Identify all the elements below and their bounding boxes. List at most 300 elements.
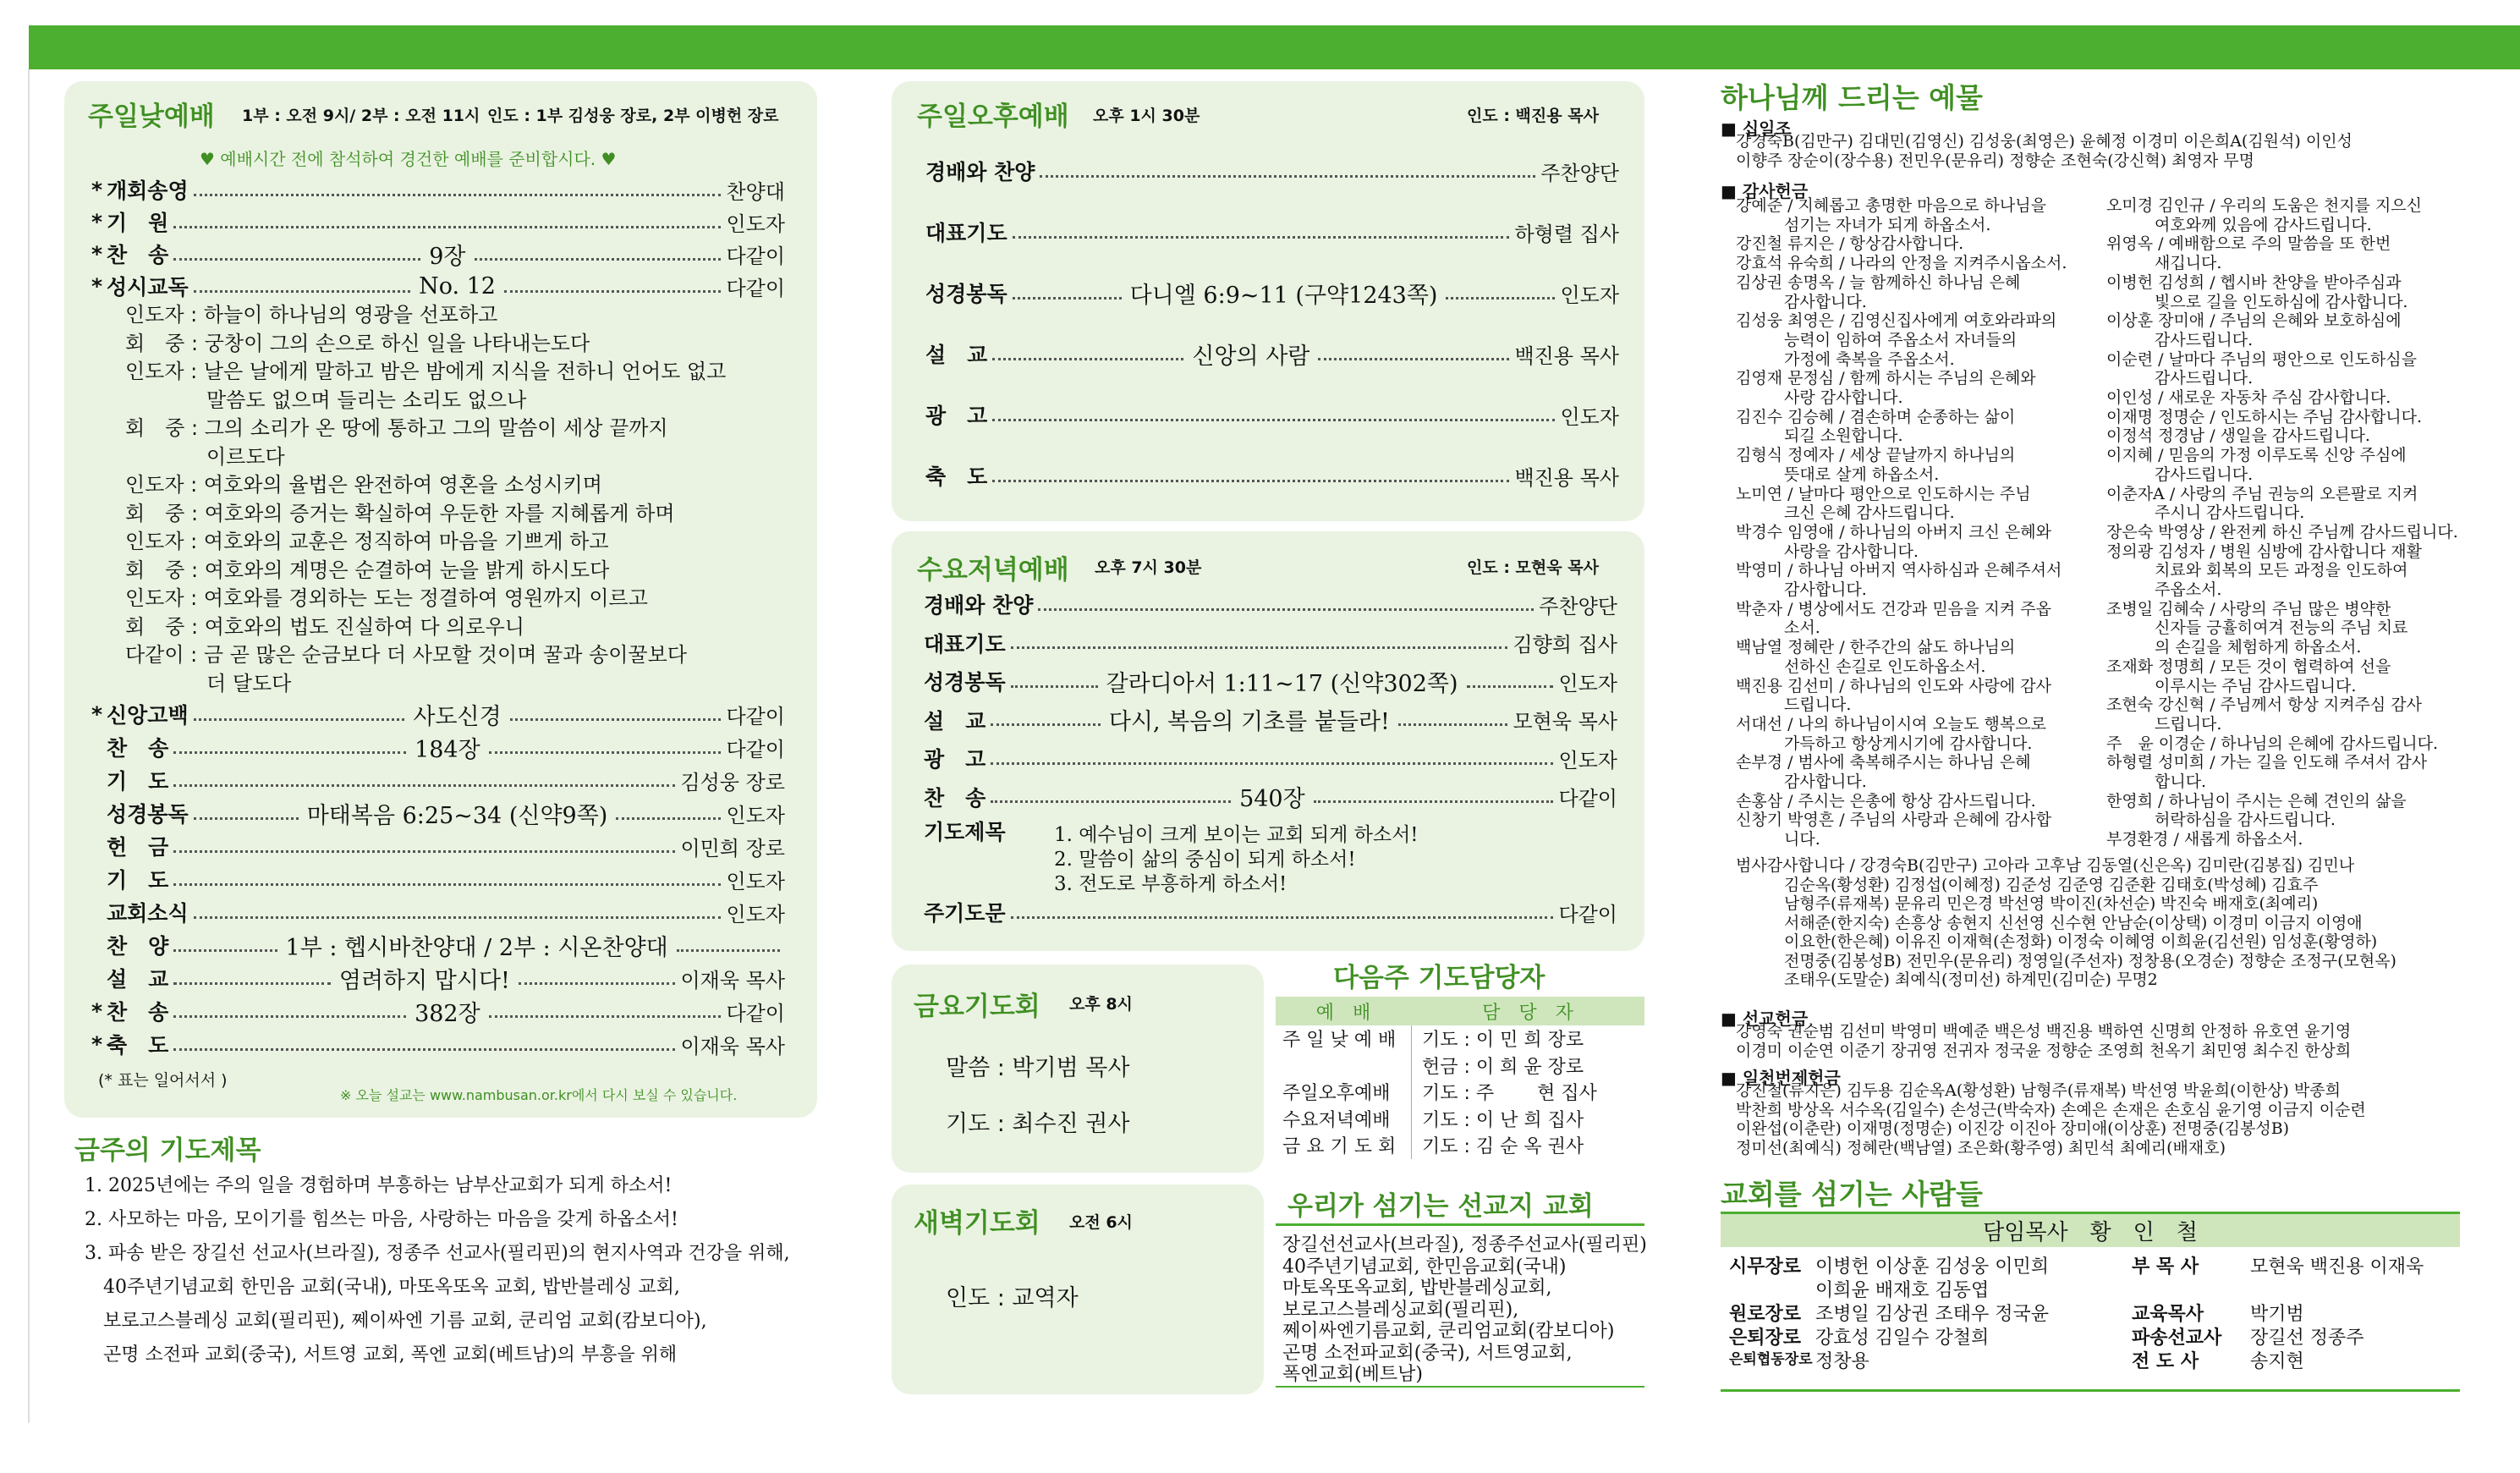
dot-leader [173, 784, 675, 787]
offering-line: 조병일 김혜숙 / 사랑의 주님 많은 병약한 [2106, 599, 2391, 618]
dot-leader [173, 850, 675, 853]
staff-names: 모현욱 백진용 이재욱 [2250, 1256, 2424, 1278]
dot-leader [194, 916, 722, 919]
responsive-reading-line: 회 중 : 여호와의 법도 진실하여 다 의로우니 [125, 614, 524, 639]
sunday-service-time: 1부 : 오전 9시/ 2부 : 오전 11시 [242, 107, 480, 125]
order-label: 기 도 [107, 769, 169, 794]
offering-line: 능력이 임하여 주옵소서 자녀들의 [1736, 330, 2018, 349]
order-label: 찬 송 [924, 785, 986, 811]
offering-line: 합니다. [2106, 772, 2207, 791]
order-row [91, 174, 785, 205]
order-label: 신앙고백 [107, 703, 189, 728]
next-week-person: 기도 : 김 순 옥 권사 [1411, 1132, 1644, 1159]
offering-line: 감사드립니다. [2106, 330, 2254, 349]
offering-line: 감사합니다. [1736, 292, 1867, 311]
offering-line: 박경수 임영애 / 하나님의 아버지 크신 은혜와 [1736, 522, 2052, 541]
offering-line: 김상권 송명옥 / 늘 함께하신 하나님 은혜 [1736, 272, 2021, 292]
order-person: 인도자 [726, 902, 785, 926]
responsive-reading-line: 인도자 : 여호와의 교훈은 정직하여 마음을 기쁘게 하고 [125, 530, 609, 553]
dot-leader [173, 1015, 406, 1018]
offering-category: ■ 감사헌금 [1721, 181, 1809, 201]
next-week-row [1276, 1132, 1644, 1159]
mission-church-line: 보로고스블레싱교회(필리핀), [1282, 1299, 1519, 1321]
offering-category: ■ 십일조 [1721, 118, 1792, 139]
staff-names: 이희윤 배재호 김동엽 [1815, 1280, 1990, 1301]
order-person: 이재욱 목사 [680, 968, 786, 992]
wednesday-service-leader: 인도 : 모현욱 목사 [1467, 558, 1599, 577]
offering-line: 치료와 회복의 모든 과정을 인도하여 [2106, 561, 2408, 580]
offering-line: 이병헌 김성희 / 헵시바 찬양을 받아주심과 [2106, 272, 2402, 292]
offering-category: ■ 일천번제헌금 [1721, 1068, 1841, 1088]
staff-header [1721, 1212, 2460, 1247]
offering-line: 의 손길을 체험하게 하옵소서. [2106, 638, 2362, 657]
order-label: 설 교 [925, 343, 988, 367]
order-label: 성시교독 [107, 275, 189, 300]
offering-line: 조태우(도말순) 최예식(정미선) 하계민(김미순) 무명2 [1736, 970, 2158, 989]
friday-sermon: 말씀 : 박기범 목사 [946, 1055, 1130, 1081]
offering-line: 전명중(김봉성B) 전민우(문유리) 정영일(주선자) 정창용(오경순) 정향순 조정구(모현옥) [1736, 951, 2396, 970]
order-row [91, 1029, 785, 1059]
order-person: 인도자 [726, 869, 785, 893]
offering-line: 크신 은혜 감사드립니다. [1736, 503, 1955, 523]
offering-line: 김성웅 최영은 / 김영신집사에게 여호와라파의 [1736, 311, 2057, 331]
next-week-service: 주 일 낮 예 배 [1282, 1030, 1397, 1052]
mission-church-line: 곤명 소전파교회(중국), 서트영교회, [1282, 1342, 1573, 1364]
staff-role: 파송선교사 [2132, 1327, 2222, 1349]
order-label: 성경봉독 [924, 670, 1006, 695]
order-row [91, 239, 785, 269]
order-row [91, 271, 785, 301]
offering-line: 조현숙 강신혁 / 주님께서 항상 지켜주심 감사 [2106, 695, 2423, 715]
offering-line: 주시니 감사드립니다. [2106, 503, 2305, 523]
responsive-reading-line: 말씀도 없으며 들리는 소리도 없으나 [125, 387, 527, 412]
order-label: 설 교 [107, 967, 169, 992]
dot-leader [1398, 723, 1508, 726]
staff-role: 은퇴협동장로 [1729, 1351, 1813, 1368]
offering-line: 섬기는 자녀가 되게 하옵소서. [1736, 215, 1991, 234]
responsive-reading-line: 인도자 : 날은 날에게 말하고 밤은 밤에게 지식을 전하니 언어도 없고 [125, 360, 727, 383]
order-label: 대표기도 [925, 221, 1007, 245]
wednesday-prayer-item: 3. 전도로 부흥하게 하소서! [1054, 873, 1287, 895]
order-row [91, 963, 785, 993]
staff-names: 이병헌 이상훈 김성웅 이민희 [1815, 1256, 2050, 1278]
standing-mark: * [91, 241, 103, 267]
offering-line: 소서. [1736, 618, 1820, 638]
mission-churches-title: 우리가 섬기는 선교지 교회 [1287, 1191, 1594, 1222]
offering-line: 여호와께 있음에 감사드립니다. [2106, 215, 2372, 234]
order-row [924, 589, 1617, 619]
staff-names: 장길선 정종주 [2250, 1327, 2364, 1349]
sunday-service-panel [64, 81, 817, 1118]
next-week-service: 금 요 기 도 회 [1282, 1136, 1397, 1158]
offering-line: 서해준(한지숙) 손흥상 송현지 신선영 신수현 안남순(이상택) 이경미 이금지 이영애 [1736, 913, 2363, 932]
offering-line: 강진철(류지은) 김두용 김순옥A(황성환) 남형주(류재복) 박선영 박윤희(이한상) 박종희 [1736, 1081, 2341, 1100]
order-person: 인도자 [726, 803, 785, 827]
prayer-topic-line: 40주년기념교회 한민음 교회(국내), 마또옥또옥 교회, 밥반블레싱 교회, [85, 1277, 680, 1298]
offering-line: 이완섭(이춘란) 이재명(정명순) 이진강 이진아 장미애(이상훈) 전명중(김봉성B) [1736, 1119, 2290, 1138]
next-week-person: 기도 : 이 민 희 장로 [1411, 1025, 1644, 1053]
offering-line: 사랑을 감사합니다. [1736, 541, 1919, 561]
offering-line: 새깁니다. [2106, 254, 2222, 273]
dot-leader [173, 258, 420, 261]
left-margin-line [28, 69, 30, 1423]
staff-role: 시무장로 [1729, 1256, 1802, 1278]
next-week-row [1276, 1053, 1644, 1080]
offering-line: 범사감사합니다 / 강경숙B(김만구) 고아라 고후남 김동열(신은옥) 김미란(김봉집) 김민나 [1736, 856, 2355, 875]
mission-church-line: 40주년기념교회, 한민음교회(국내) [1282, 1256, 1567, 1278]
dot-leader [510, 718, 722, 721]
dot-leader [489, 751, 722, 754]
next-week-row [1276, 1025, 1644, 1053]
order-person: 이민희 장로 [680, 836, 785, 860]
responsive-reading-line: 더 달도다 [125, 671, 292, 695]
mission-church-line: 쩨이싸엔기름교회, 쿤리엄교회(캄보디아) [1282, 1321, 1615, 1342]
order-label: 찬 송 [107, 736, 169, 761]
order-detail: 갈라디아서 1:11~17 (신약302쪽) [1106, 670, 1458, 697]
order-detail: 184장 [415, 736, 480, 763]
top-banner [29, 25, 2520, 69]
order-row [924, 705, 1617, 735]
mission-title-underline [1276, 1223, 1644, 1226]
order-person: 인도자 [1558, 748, 1617, 772]
standing-note: (* 표는 일어서서 ) [98, 1071, 228, 1090]
order-person: 다같이 [726, 276, 786, 300]
friday-prayer-leader: 기도 : 최수진 권사 [946, 1111, 1130, 1137]
dot-leader [992, 358, 1183, 360]
responsive-reading-line: 이르도다 [125, 444, 285, 469]
order-label: 축 도 [107, 1033, 169, 1058]
dot-leader [677, 949, 780, 952]
dot-leader [194, 194, 722, 196]
responsive-reading-line: 회 중 : 여호와의 계명은 순결하여 눈을 밝게 하시도다 [125, 558, 610, 582]
standing-mark: * [91, 1031, 103, 1057]
afternoon-service-panel [892, 81, 1644, 521]
mission-church-line: 장길선선교사(브라질), 정종주선교사(필리핀) [1282, 1234, 1647, 1256]
order-person: 김향희 집사 [1513, 633, 1617, 657]
order-row [925, 217, 1619, 247]
next-week-table [1276, 997, 1644, 1159]
staff-names: 정창용 [1815, 1351, 1869, 1372]
order-row [925, 278, 1619, 308]
offering-line: 이향주 장순이(장수용) 전민우(문유리) 정향순 조현숙(강신혁) 최영자 무명 [1736, 151, 2254, 170]
order-row [925, 156, 1619, 186]
offering-line: 신창기 박영흔 / 주님의 사랑과 은혜에 감사합 [1736, 811, 2052, 830]
order-row [91, 798, 785, 828]
offering-line: 되길 소원합니다. [1736, 426, 1903, 446]
offering-line: 오미경 김인규 / 우리의 도움은 천지를 지으신 [2106, 196, 2423, 215]
sunday-notice: ♥ 예배시간 전에 참석하여 경건한 예배를 준비합시다. ♥ [200, 149, 617, 169]
lords-prayer-row [924, 897, 1617, 927]
order-row [925, 338, 1619, 369]
offering-line: 박춘자 / 병상에서도 건강과 믿음을 지켜 주옵 [1736, 599, 2052, 618]
mission-church-line: 폭엔교회(베트남) [1282, 1364, 1423, 1385]
order-label: 축 도 [925, 464, 988, 489]
offering-line: 한영희 / 하나님이 주시는 은혜 견인의 삶을 [2106, 791, 2407, 811]
order-person: 찬양대 [726, 179, 785, 204]
offering-line: 가득하고 항상게시기에 감사합니다. [1736, 734, 2033, 753]
order-detail: 다니엘 6:9~11 (구약1243쪽) [1129, 282, 1438, 309]
order-label: 경배와 찬양 [925, 160, 1035, 184]
wednesday-service-title: 수요저녁예배 [917, 555, 1069, 585]
staff-title: 교회를 섬기는 사람들 [1721, 1178, 1983, 1211]
next-week-person: 기도 : 주 현 집사 [1411, 1079, 1644, 1106]
next-week-row [1276, 1106, 1644, 1133]
order-person: 인도자 [1560, 404, 1619, 429]
order-detail: 다시, 복음의 기초를 붙들라! [1108, 709, 1390, 735]
next-week-person: 기도 : 이 난 희 집사 [1411, 1106, 1644, 1133]
dot-leader [1040, 175, 1535, 178]
dot-leader [173, 226, 721, 228]
responsive-reading-line: 인도자 : 여호와를 경외하는 도는 정결하여 영원까지 이르고 [125, 586, 648, 610]
mission-bottom-line [1276, 1386, 1644, 1388]
dot-leader [173, 949, 277, 952]
afternoon-service-time: 오후 1시 30분 [1093, 107, 1200, 125]
offering-line: 선하신 손길로 인도하옵소서. [1736, 657, 1986, 676]
order-label: 광 고 [924, 747, 986, 772]
offering-line: 뜻대로 살게 하옵소서. [1736, 464, 1940, 484]
friday-prayer-title: 금요기도회 [914, 992, 1040, 1022]
dot-leader [992, 419, 1555, 421]
staff-bottom-line [1721, 1389, 2460, 1392]
offering-line: 강영숙 권순범 김선미 박영미 백예준 백은성 백진용 백하연 신명희 안정하 유호연 윤기영 [1736, 1022, 2352, 1041]
order-detail: 382장 [415, 1000, 480, 1027]
dawn-prayer-time: 오전 6시 [1069, 1213, 1133, 1232]
staff-role: 교육목사 [2132, 1304, 2204, 1325]
offering-line: 부경환경 / 새롭게 하옵소서. [2106, 830, 2303, 849]
order-detail: 염려하지 맙시다! [338, 967, 510, 994]
order-label: 찬 송 [107, 243, 169, 267]
order-person: 김성웅 장로 [680, 770, 785, 794]
responsive-reading-line: 인도자 : 하늘이 하나님의 영광을 선포하고 [125, 303, 498, 327]
dot-leader [1013, 297, 1122, 300]
order-row [91, 831, 785, 861]
offering-line: 허락하심을 감사드립니다. [2106, 811, 2336, 830]
offering-line: 백진용 김선미 / 하나님의 인도와 사랑에 감사 [1736, 676, 2052, 695]
dot-leader [1446, 297, 1555, 300]
order-person: 다같이 [726, 1001, 785, 1025]
order-person: 인도자 [1560, 283, 1620, 307]
prayer-topic-line: 곤명 소전파 교회(중국), 서트영 교회, 폭엔 교회(베트남)의 부흥을 위해 [85, 1344, 678, 1366]
order-label: 교회소식 [107, 901, 189, 926]
offering-line: 감사드립니다. [2106, 464, 2254, 484]
order-label: 설 교 [924, 708, 986, 734]
offering-line: 이경미 이순연 이준기 장귀영 전귀자 정국윤 정향순 조영희 천옥기 최민영 최수진 한상희 [1736, 1041, 2352, 1060]
offering-line: 백남열 정혜란 / 한주간의 삶도 하나님의 [1736, 638, 2016, 657]
dawn-prayer-title: 새벽기도회 [914, 1208, 1040, 1239]
dot-leader [475, 258, 722, 261]
order-row [925, 460, 1619, 491]
order-row [91, 765, 785, 795]
order-label: 기 도 [107, 868, 169, 893]
staff-names: 조병일 김상권 조태우 정국윤 [1815, 1304, 2050, 1325]
offering-line: 김순옥(황성환) 김정섭(이혜정) 김준성 김준영 김준환 김태호(박성혜) 김효주 [1736, 875, 2319, 894]
offering-line: 강경숙B(김만구) 김대민(김영신) 김성웅(최영은) 윤혜정 이경미 이은희A(김원석) 이인성 [1736, 132, 2353, 151]
offering-line: 빛으로 길을 인도하심에 감사합니다. [2106, 292, 2408, 311]
staff-names: 강효성 김일수 강철희 [1815, 1327, 1990, 1349]
offering-line: 손홍삼 / 주시는 은총에 항상 감사드립니다. [1736, 791, 2036, 811]
afternoon-service-leader: 인도 : 백진용 목사 [1467, 107, 1599, 125]
order-label: 헌 금 [107, 835, 169, 860]
staff-role: 은퇴장로 [1729, 1327, 1802, 1349]
dot-leader [1011, 646, 1508, 649]
order-label: 찬 양 [107, 934, 169, 959]
staff-role: 전 도 사 [2132, 1351, 2199, 1372]
senior-pastor: 담임목사 황 인 철 [1983, 1220, 2198, 1245]
offering-line: 박찬희 방상옥 서수옥(김일수) 손성근(박숙자) 손예은 손재은 손호심 윤기영 이금지 이순련 [1736, 1100, 2366, 1119]
prayer-topic-line: 2. 사모하는 마음, 모이기를 힘쓰는 마음, 사랑하는 마음을 갖게 하옵소서! [85, 1209, 678, 1230]
order-row [924, 628, 1617, 658]
wednesday-prayer-item: 1. 예수님이 크게 보이는 교회 되게 하소서! [1054, 824, 1419, 846]
order-row [91, 732, 785, 762]
prayer-topic-line: 보로고스블레싱 교회(필리핀), 쩨이싸엔 기름 교회, 쿤리엄 교회(캄보디아), [85, 1311, 707, 1332]
dot-leader [1011, 916, 1554, 919]
wednesday-prayer-row [924, 816, 1006, 846]
friday-prayer-time: 오후 8시 [1069, 995, 1133, 1014]
dawn-prayer-leader: 인도 : 교역자 [946, 1285, 1079, 1311]
dot-leader [991, 762, 1553, 765]
offering-category: ■ 선교헌금 [1721, 1009, 1809, 1029]
standing-mark: * [91, 701, 103, 727]
next-week-header-person: 담 당 자 [1482, 1002, 1573, 1024]
order-row [91, 930, 785, 960]
staff-role: 원로장로 [1729, 1304, 1802, 1325]
responsive-reading-line: 인도자 : 여호와의 율법은 완전하여 영혼을 소성시키며 [125, 473, 602, 497]
order-person: 백진용 목사 [1514, 465, 1619, 490]
afternoon-service-title: 주일오후예배 [917, 102, 1069, 132]
order-detail: No. 12 [419, 272, 496, 300]
offering-line: 박영미 / 하나님 아버지 역사하심과 은혜주셔서 [1736, 561, 2062, 580]
order-label: 성경봉독 [107, 802, 189, 827]
offering-line: 주 윤 이경순 / 하나님의 은혜에 감사드립니다. [2106, 734, 2439, 753]
offering-line: 손부경 / 범사에 축복해주시는 하나님 은혜 [1736, 753, 2031, 772]
dawn-prayer-panel [892, 1184, 1264, 1394]
offering-line: 장은숙 박영상 / 완전케 하신 주님께 감사드립니다. [2106, 522, 2458, 541]
dot-leader [1011, 685, 1098, 688]
order-person: 다같이 [1558, 787, 1617, 811]
wednesday-prayer-item: 2. 말씀이 삶의 중심이 되게 하소서! [1054, 849, 1356, 871]
dot-leader [519, 982, 676, 985]
staff-names: 박기범 [2250, 1304, 2304, 1325]
order-row [91, 699, 785, 729]
standing-mark: * [91, 273, 103, 299]
next-week-person: 헌금 : 이 희 윤 장로 [1411, 1053, 1644, 1080]
offering-line: 니다. [1736, 830, 1820, 849]
order-detail: 540장 [1239, 786, 1305, 812]
offering-line: 감사드립니다. [2106, 369, 2254, 388]
order-row [91, 897, 785, 927]
dot-leader [489, 1015, 722, 1018]
offering-line: 김진수 김승혜 / 겸손하며 순종하는 삶이 [1736, 407, 2016, 426]
dot-leader [173, 982, 331, 985]
responsive-reading-line: 회 중 : 여호와의 증거는 확실하여 우둔한 자를 지혜롭게 하며 [125, 501, 675, 525]
offering-line: 이순련 / 날마다 주님의 평안으로 인도하심을 [2106, 349, 2417, 369]
order-person: 백진용 목사 [1514, 344, 1619, 368]
offering-line: 노미연 / 날마다 평안으로 인도하시는 주님 [1736, 484, 2031, 503]
order-detail: 1부 : 헵시바찬양대 / 2부 : 시온찬양대 [285, 934, 668, 961]
responsive-reading-line: 다같이 : 금 곧 많은 순금보다 더 사모할 것이며 꿀과 송이꿀보다 [125, 643, 687, 667]
prayer-topics-title: 금주의 기도제목 [74, 1135, 261, 1166]
order-row [91, 864, 785, 894]
sunday-service-leader: 인도 : 1부 김성웅 장로, 2부 이병헌 장로 [487, 107, 779, 125]
order-label: 광 고 [925, 404, 988, 428]
order-row [91, 206, 785, 237]
staff-role: 부 목 사 [2132, 1256, 2199, 1278]
order-row [924, 666, 1617, 696]
order-label: 경배와 찬양 [924, 593, 1034, 618]
offering-line: 신자들 긍휼히여겨 전능의 주님 치료 [2106, 618, 2408, 638]
order-label: 성경봉독 [925, 282, 1007, 306]
order-person: 다같이 [726, 244, 786, 268]
order-label: 개회송영 [107, 179, 189, 203]
order-label: 대표기도 [924, 631, 1006, 657]
next-week-service: 주일오후예배 [1282, 1083, 1391, 1105]
offering-line: 주옵소서. [2106, 580, 2222, 599]
order-label: 기 원 [107, 211, 169, 235]
responsive-reading-line: 회 중 : 궁창이 그의 손으로 하신 일을 나타내는도다 [125, 331, 590, 355]
sunday-service-title: 주일낮예배 [88, 102, 215, 132]
prayer-topic-line: 1. 2025년에는 주의 일을 경험하며 부흥하는 남부산교회가 되게 하소서! [85, 1175, 673, 1196]
lords-prayer-label: 주기도문 [924, 901, 1006, 926]
order-person: 하형렬 집사 [1514, 222, 1619, 246]
dot-leader [992, 480, 1509, 482]
order-row [91, 996, 785, 1026]
order-person: 인도자 [726, 212, 785, 236]
next-week-header-service: 예 배 [1315, 1002, 1371, 1024]
offering-line: 강예준 / 지혜롭고 총명한 마음으로 하나님을 [1736, 196, 2046, 215]
dot-leader [173, 1048, 675, 1051]
next-week-row [1276, 1079, 1644, 1106]
offering-line: 이요한(한은혜) 이유진 이재혁(손정화) 이정숙 이혜영 이희윤(김선원) 임성훈(황영하) [1736, 932, 2378, 951]
offering-line: 하형렬 성미희 / 가는 길을 인도해 주셔서 감사 [2106, 753, 2428, 772]
dot-leader [1467, 685, 1554, 688]
offering-line: 사랑 감사합니다. [1736, 388, 1903, 407]
offering-line: 정의광 김성자 / 병원 심방에 감사합니다 재활 [2106, 541, 2423, 561]
offering-line: 이상훈 장미애 / 주님의 은혜와 보호하심에 [2106, 311, 2402, 331]
order-label: 찬 송 [107, 1000, 169, 1025]
wednesday-prayer-label: 기도제목 [924, 820, 1006, 844]
offering-line: 김형식 정예자 / 세상 끝날까지 하나님의 [1736, 446, 2016, 465]
order-person: 다같이 [726, 704, 785, 728]
standing-mark: * [91, 998, 103, 1024]
dot-leader [1314, 800, 1554, 803]
dot-leader [991, 800, 1231, 803]
offering-line: 강효석 유숙희 / 나라의 안정을 지켜주시옵소서. [1736, 254, 2067, 273]
order-person: 주찬양단 [1539, 594, 1617, 618]
offering-line: 이재명 정명순 / 인도하시는 주님 감사합니다. [2106, 407, 2423, 426]
dot-leader [1013, 236, 1510, 239]
order-detail: 마태복음 6:25~34 (신약9쪽) [306, 802, 608, 829]
order-detail: 9장 [429, 243, 466, 270]
order-person: 인도자 [1558, 671, 1617, 695]
staff-names: 송지현 [2250, 1351, 2304, 1372]
offering-line: 강진철 류지은 / 항상감사합니다. [1736, 234, 1964, 254]
offerings-title: 하나님께 드리는 예물 [1721, 81, 1983, 114]
sermon-online-note: ※ 오늘 설교는 www.nambusan.or.kr에서 다시 보실 수 있습니다. [340, 1087, 738, 1103]
offering-line: 서대선 / 나의 하나님이시여 오늘도 행복으로 [1736, 714, 2046, 734]
dot-leader [616, 817, 721, 820]
offering-line: 이춘자A / 사랑의 주님 권능의 오른팔로 지켜 [2106, 484, 2418, 503]
order-row [924, 782, 1617, 812]
order-row [925, 399, 1619, 430]
wednesday-service-time: 오후 7시 30분 [1095, 558, 1202, 577]
responsive-reading-line: 회 중 : 그의 소리가 온 땅에 통하고 그의 말씀이 세상 끝까지 [125, 416, 668, 440]
dot-leader [194, 817, 299, 820]
prayer-topic-line: 3. 파송 받은 장길선 선교사(브라질), 정종주 선교사(필리핀)의 현지사역과 건강을 위해, [85, 1243, 790, 1264]
dot-leader [194, 718, 405, 721]
offering-line: 남형주(류재복) 문유리 민은경 박선영 박이진(차선순) 박진숙 배재호(최예리) [1736, 894, 2319, 913]
friday-prayer-panel [892, 965, 1264, 1173]
offering-line: 정미선(최예식) 정혜란(백남열) 조은화(황주영) 최민석 최예리(배재호) [1736, 1138, 2226, 1157]
